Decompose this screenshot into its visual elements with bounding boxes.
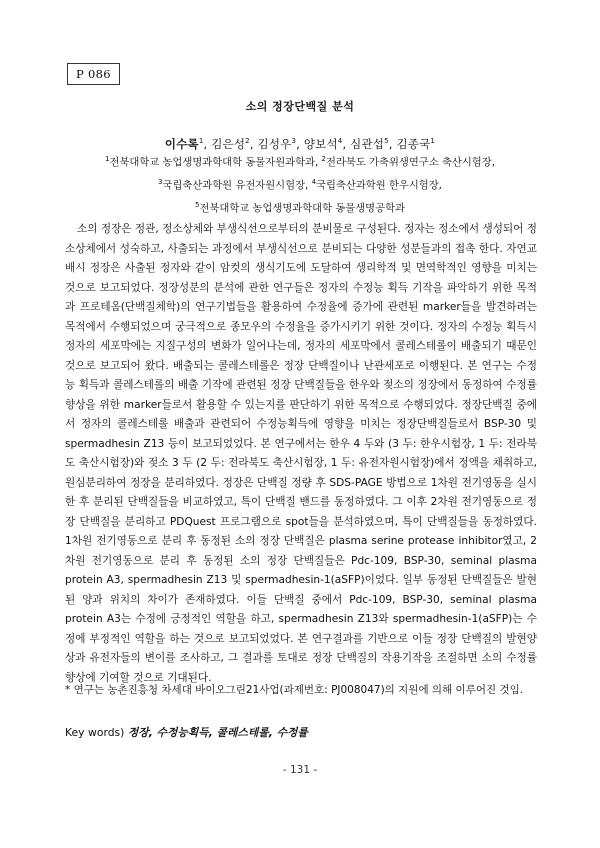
- affiliation-line: [0, 196, 600, 219]
- author-sup: 3: [291, 137, 297, 146]
- keywords-line: [65, 725, 537, 740]
- author-sep: ,: [342, 137, 351, 151]
- keywords-values: 정장, 수정능획득, 콜레스테롤, 수정률: [127, 726, 308, 739]
- author-sup: 4: [337, 137, 343, 146]
- author-name: 이수록: [164, 137, 199, 151]
- affiliation-text: 전북대학교 농업생명과학대학 동물자원과학과,: [109, 156, 322, 169]
- abstract-body: 소의 정장은 정관, 정소상체와 부생식선으로부터의 분비물로 구성된다. 정자는 정소에서 생성되어 정소상체에서 성숙하고, 사출되는 과정에서 부생식선으로 분비되는 다양한 성분들과의 접촉 한다. 자연교배시 정장은 사출된 정자와 같이 암컷의 생식기도에 도달하여 생리학적 및 면역학적인 영향을 미치는 것으로 보고되었다. 정장성분의 분석에 관한 연구들은 정자의 수정능 획득 기작을 파악하기 위한 목적과 프로테옴(단백질체학)의 연구기법들을 활용하여 수정율에 증가에 관련된 marker들을 발견하려는 목적에서 수행되었으며 궁극적으로 종모우의 수정율을 증가시키기 위한 것이다. 정자의 수정능 획득시 정자의 세포막에는 지질구성의 변화가 일어나는데, 정자의 세포막에서 콜레스테롤이 배출되기 때문인 것으로 보고되어 왔다. 배출되는 콜레스테롤은 정장 단백질이나 난관세포로 이행된다. 본 연구는 수정능 획득과 콜레스테롤의 배출 기작에 관련된 정장 단백질들을 한우와 젖소의 정장에서 동정하여 수정률향상을 위한 marker들로서 활용할 수 있는지를 판단하기 위한 목적으로 수행되었다. 정장단백질 중에서 정자의 콜레스테롤 배출과 관련되어 수정능획득에 영향을 미치는 정장단백질들로서 BSP-30 및 spermadhesin Z13 등이 보고되었었다. 본 연구에서는 한우 4 두와 (3 두: 한우시험장, 1 두: 전라북도 축산시험장)와 젖소 3 두 (2 두: 전라북도 축산시험장, 1 두: 유전자원시험장)에서 정액을 채취하고, 원심분리하여 정장을 분리하였다. 정장은 단백질 정량 후 SDS-PAGE 방법으로 1차원 전기영동을 실시한 후 분리된 단백질들을 비교하였고, 특이 단백질 밴드를 동정하였다. 그 이후 2차원 전기영동으로 정장 단백질을 분리하고 PDQuest 프로그램으로 spot들을 분석하였으며, 특이 단백질들을 동정하였다. 1차원 전기영동으로 분리 후 동정된 소의 정장 단백질은 plasma serine protease inhibitor였고, 2차원 전기영동으로 분리 후 동정된 소의 정장 단백질들은 Pdc-109, BSP-30, seminal plasma protein A3, spermadhesin Z13 및 spermadhesin-1(aSFP)이었다. 일부 동정된 단백질들은 발현된 양과 위치의 차이가 존재하였다. 이들 단백질 중에서 Pdc-109, BSP-30, seminal plasma protein A3는 수정에 긍정적인 역할을 하고, spermadhesin Z13와 spermadhesin-1(aSFP)는 수정에 부정적인 역할을 하는 것으로 보고되었었다. 본 연구결과를 기반으로 이들 정장 단백질의 발현양상과 유전자들의 변이를 조사하고, 그 결과를 토대로 정장 단백질의 작용기작을 조절하면 소의 수정률 향상에 기여할 것으로 기대된다.: [65, 223, 537, 684]
- author-name: 김은성: [211, 137, 246, 151]
- affiliation-sup: 5: [195, 200, 200, 209]
- author-name: 심관섭: [350, 137, 385, 151]
- funding-footnote: * 연구는 농촌진흥청 차세대 바이오그린21사업(과제번호: PJ008047)의 지원에 의해 이루어진 것임.: [65, 684, 524, 696]
- page-number: - 131 -: [282, 764, 318, 776]
- affiliation-line: [0, 150, 600, 173]
- affiliation-sup: 3: [158, 177, 163, 186]
- author-name: 김종국: [396, 137, 431, 151]
- affiliation-sup: 1: [105, 155, 110, 163]
- author-sup: 2: [245, 137, 250, 146]
- author-sup: 1: [198, 137, 204, 146]
- author-name: 김성우: [257, 137, 292, 151]
- keywords-label: Key words): [65, 726, 128, 739]
- affiliation-sup: 4: [311, 177, 317, 186]
- author-sup: 5: [384, 137, 389, 146]
- affiliation-text: 전북대학교 농업생명과학대학 동물생명공학과: [199, 202, 405, 215]
- author-sep: ,: [203, 137, 212, 151]
- affiliation-text: 전라북도 가축위생연구소 축산시험장,: [326, 156, 495, 169]
- affiliation-text: 국립축산과학원 유전자원시험장,: [162, 179, 312, 192]
- affiliation-text: 국립축산과학원 한우시험장,: [316, 179, 442, 192]
- poster-code: P 086: [67, 63, 120, 85]
- affiliation-line: [0, 173, 600, 196]
- affiliation-sup: 2: [321, 155, 326, 163]
- affiliation-list: [0, 150, 600, 219]
- author-name: 양보석: [303, 137, 338, 151]
- author-sep: ,: [296, 137, 304, 151]
- author-sep: ,: [249, 137, 258, 151]
- author-sep: ,: [388, 137, 397, 151]
- author-sup: 1: [430, 137, 436, 146]
- paper-title: 소의 정장단백질 분석: [245, 100, 355, 113]
